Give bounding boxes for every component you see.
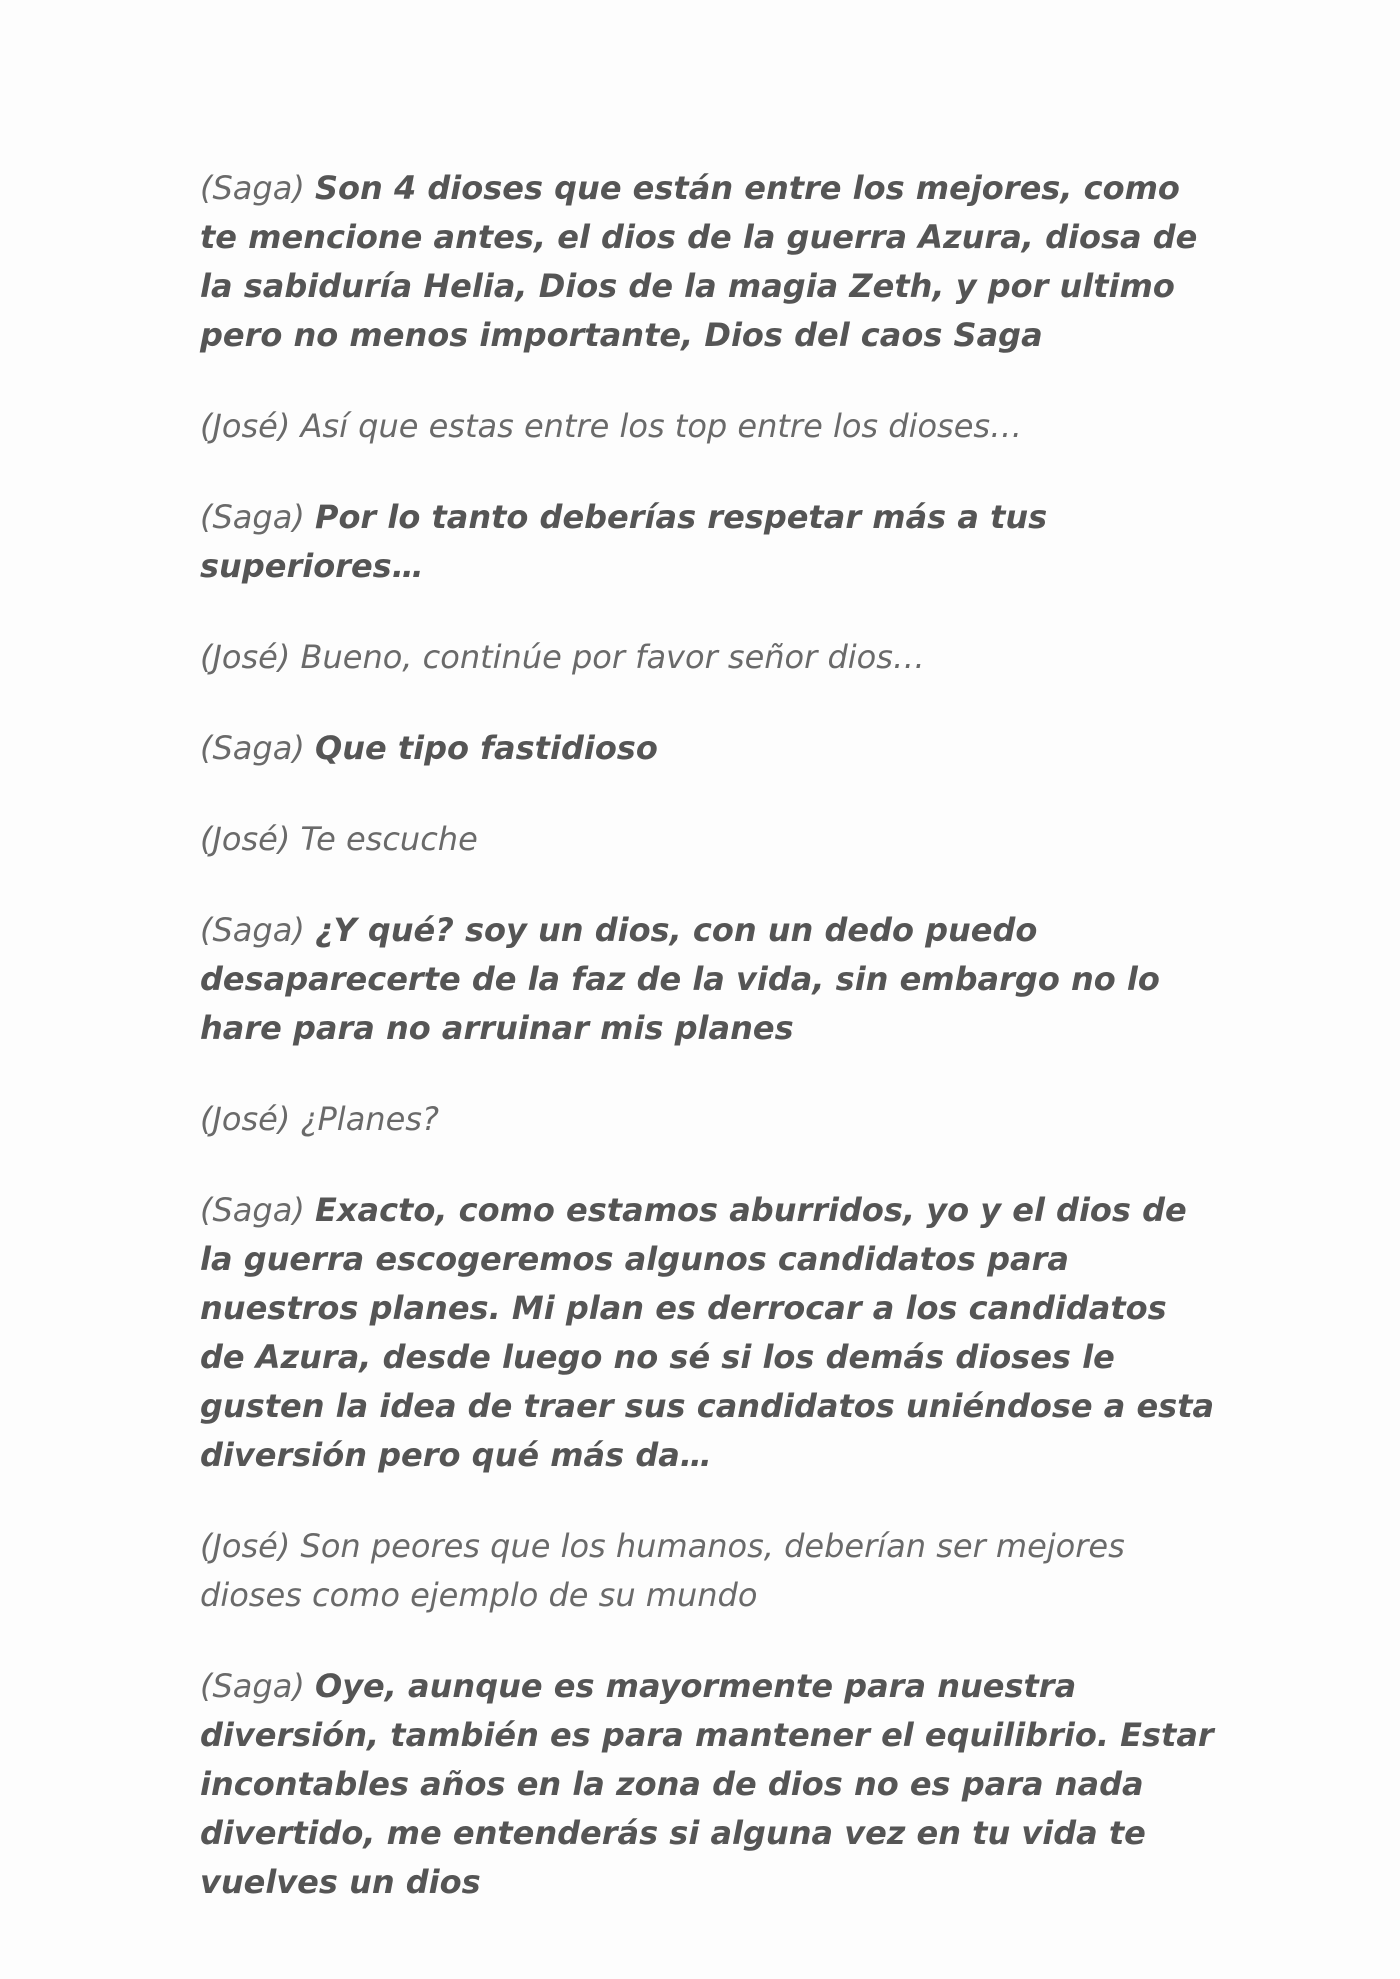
dialogue-text: Bueno, continúe por favor señor dios… [300, 638, 925, 676]
dialogue-line-saga [200, 906, 1220, 1053]
dialogue-text: Son peores que los humanos, deberían ser mejores dioses como ejemplo de su mundo [200, 1527, 1125, 1614]
speaker-label: (José) [200, 638, 291, 676]
dialogue-text: ¿Y qué? soy un dios, con un dedo puedo desaparecerte de la faz de la vida, sin embargo no lo hare para no arruinar mis planes [200, 911, 1160, 1047]
dialogue-line-jose [200, 633, 1220, 682]
speaker-label: (Saga) [200, 498, 305, 536]
dialogue-text: Oye, aunque es mayormente para nuestra diversión, también es para mantener el equilibrio. Estar incontables años en la zona de dios no es para nada divertido, me entenderás si alguna vez en tu vida te vuelves un dios [200, 1667, 1214, 1901]
dialogue-text: Que tipo fastidioso [314, 729, 658, 767]
speaker-label: (Saga) [200, 911, 305, 949]
dialogue-line-saga [200, 493, 1220, 591]
speaker-label: (José) [200, 407, 291, 445]
speaker-label: (Saga) [200, 729, 305, 767]
dialogue-text: Son 4 dioses que están entre los mejores, como te mencione antes, el dios de la guerra Azura, diosa de la sabiduría Helia, Dios de la magia Zeth, y por ultimo pero no menos importante, Dios del caos Saga [200, 169, 1198, 354]
dialogue-line-saga [200, 1662, 1220, 1907]
speaker-label: (Saga) [200, 1191, 305, 1229]
speaker-label: (José) [200, 1100, 291, 1138]
dialogue-line-saga [200, 1186, 1220, 1480]
dialogue-line-saga [200, 164, 1220, 360]
dialogue-text: Por lo tanto deberías respetar más a tus superiores… [200, 498, 1048, 585]
dialogue-text: ¿Planes? [300, 1100, 439, 1138]
speaker-label: (Saga) [200, 169, 305, 207]
speaker-label: (Saga) [200, 1667, 305, 1705]
dialogue-text: Te escuche [300, 820, 478, 858]
dialogue-text: Exacto, como estamos aburridos, yo y el dios de la guerra escogeremos algunos candidatos para nuestros planes. Mi plan es derrocar a los candidatos de Azura, desde luego no sé si los demás dioses le gusten la idea de traer sus candidatos uniéndose a esta diversión pero qué más da… [200, 1191, 1215, 1474]
dialogue-text: Así que estas entre los top entre los dioses… [300, 407, 1023, 445]
dialogue-line-jose [200, 1095, 1220, 1144]
speaker-label: (José) [200, 1527, 291, 1565]
dialogue-line-jose [200, 815, 1220, 864]
speaker-label: (José) [200, 820, 291, 858]
dialogue-line-saga [200, 724, 1220, 773]
dialogue-line-jose [200, 1522, 1220, 1620]
document-page [200, 164, 1220, 1949]
dialogue-line-jose [200, 402, 1220, 451]
